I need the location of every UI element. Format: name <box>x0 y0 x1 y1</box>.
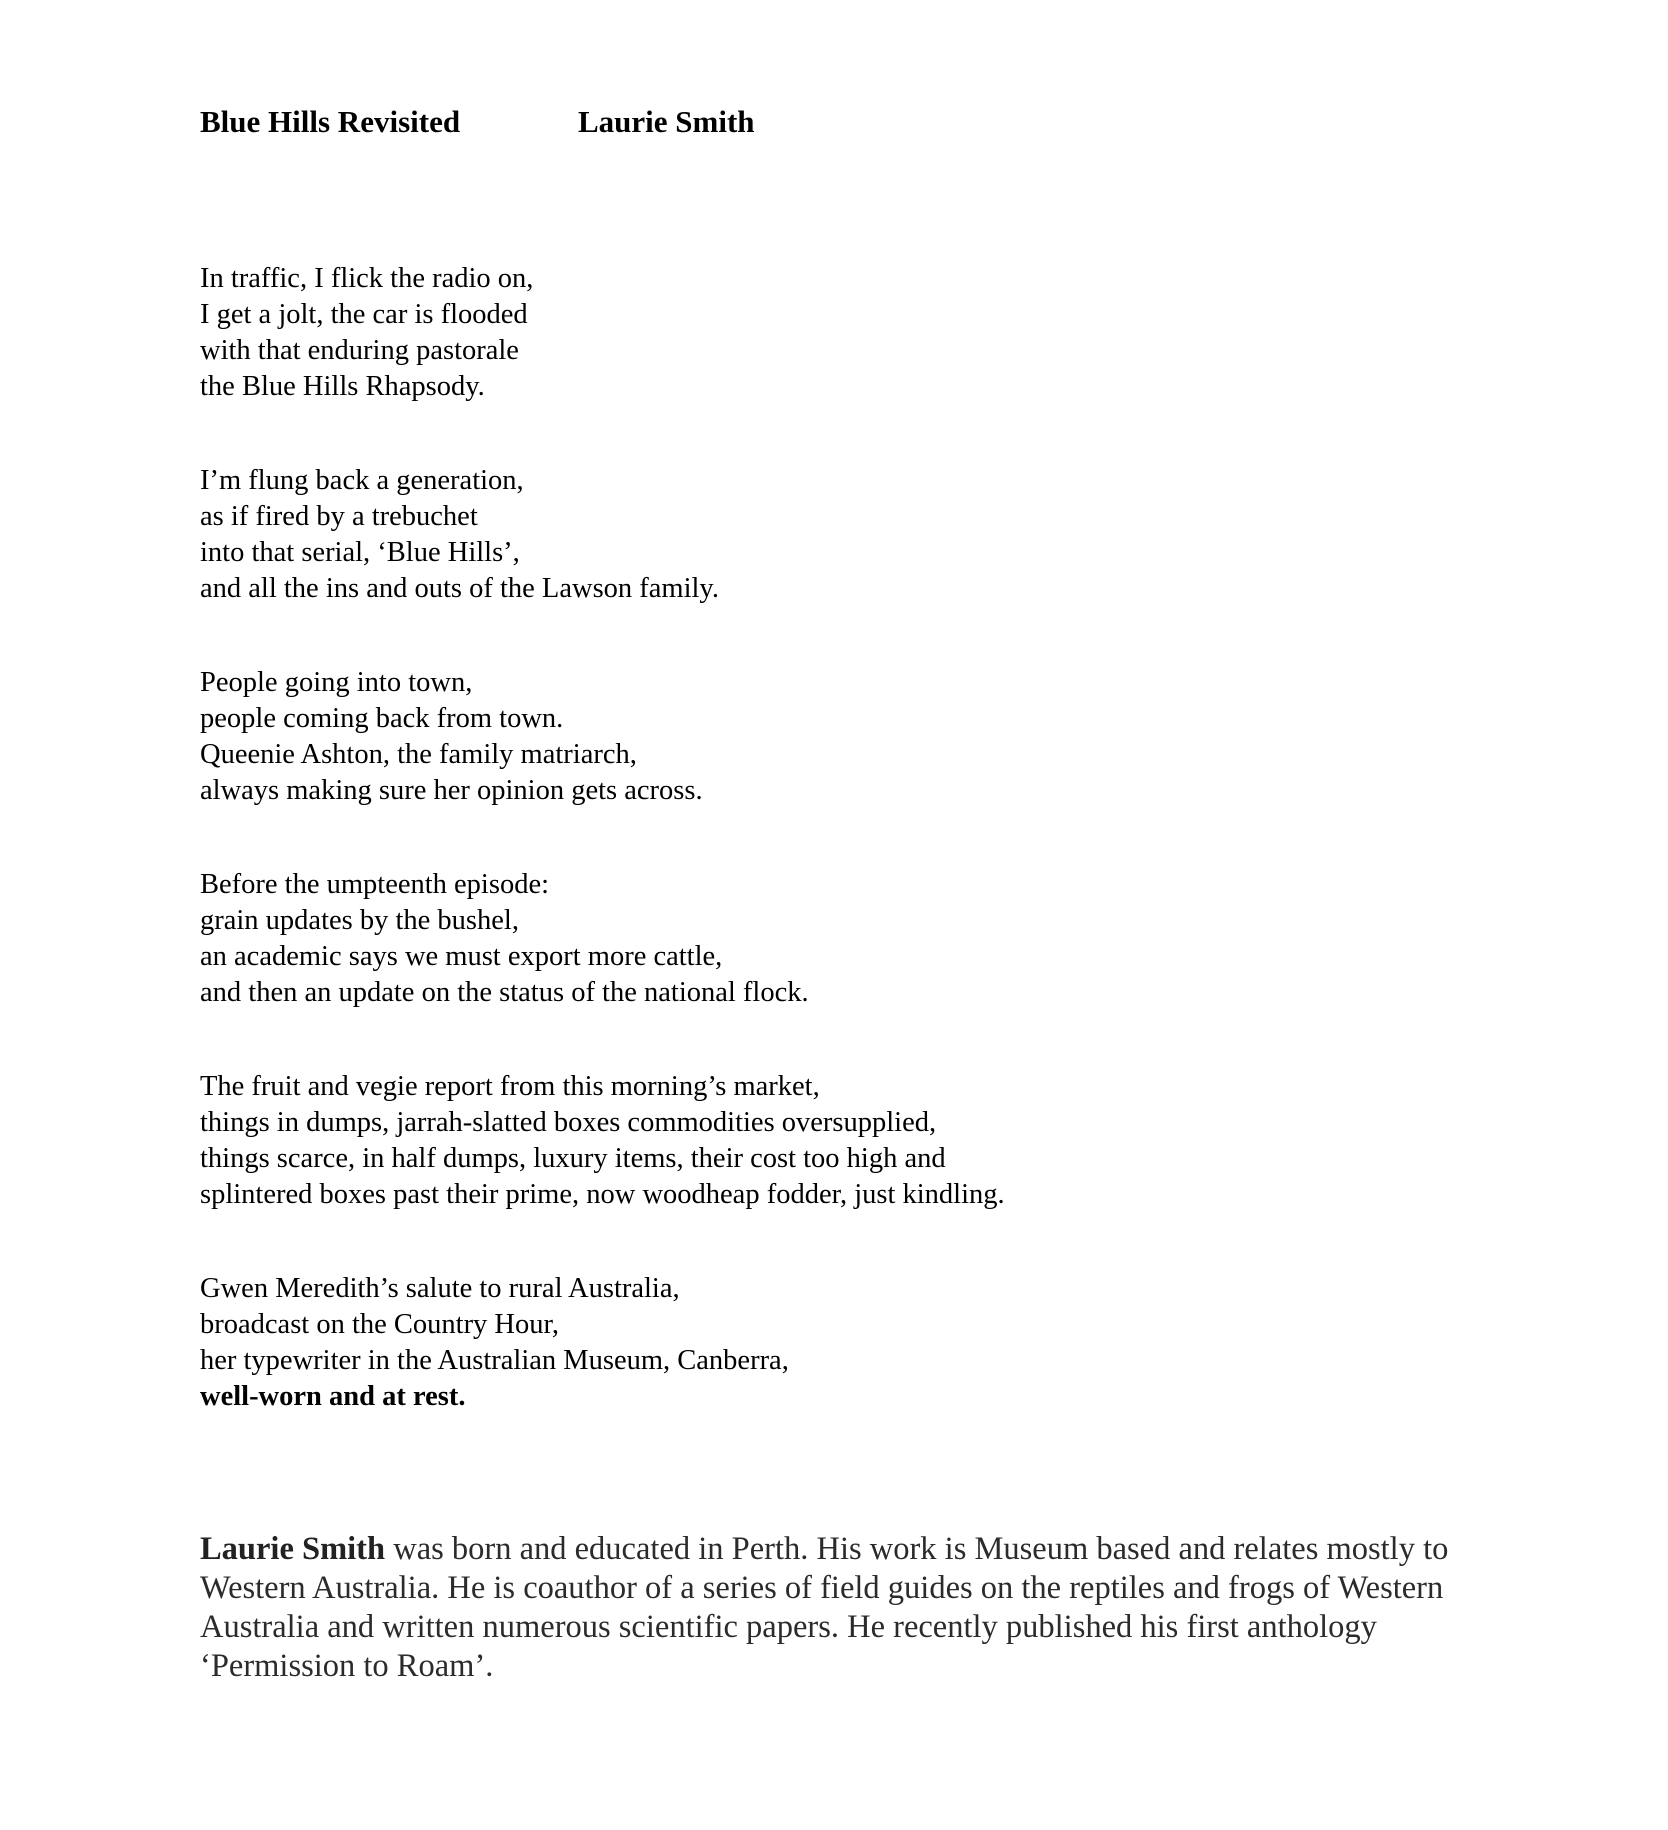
poem-line: her typewriter in the Australian Museum, Canberra, <box>200 1345 789 1376</box>
poem-line: broadcast on the Country Hour, <box>200 1309 559 1340</box>
poem-header <box>200 102 755 142</box>
poem-line: into that serial, ‘Blue Hills’, <box>200 537 520 568</box>
poem-body <box>200 261 1005 1473</box>
stanza-1 <box>200 261 1005 405</box>
poem-line: Before the umpteenth episode: <box>200 869 550 900</box>
poem-line: I’m flung back a generation, <box>200 465 524 496</box>
bio-text: was born and educated in Perth. His work is Museum based and relates mostly to Western Australia. He is coauthor of a series of field guides on the reptiles and frogs of Western Australia and written numerous scientific papers. He recently published his first anthology ‘Permission to Roam’. <box>200 1531 1449 1684</box>
poem-author: Laurie Smith <box>578 104 755 139</box>
poem-line: as if fired by a trebuchet <box>200 501 478 532</box>
poem-line: people coming back from town. <box>200 703 564 734</box>
poem-line-final: well-worn and at rest. <box>200 1381 466 1412</box>
poem-line: with that enduring pastorale <box>200 335 519 366</box>
poem-line: things in dumps, jarrah-slatted boxes commodities oversupplied, <box>200 1107 937 1138</box>
stanza-6 <box>200 1271 1005 1415</box>
poem-line: and all the ins and outs of the Lawson family. <box>200 573 719 604</box>
poem-line: Gwen Meredith’s salute to rural Australia, <box>200 1273 680 1304</box>
poem-line: always making sure her opinion gets across. <box>200 775 703 806</box>
poem-line: the Blue Hills Rhapsody. <box>200 371 485 402</box>
stanza-5 <box>200 1069 1005 1213</box>
stanza-3 <box>200 665 1005 809</box>
poem-line: and then an update on the status of the national flock. <box>200 977 809 1008</box>
poem-line: an academic says we must export more cattle, <box>200 941 723 972</box>
stanza-4 <box>200 867 1005 1011</box>
author-bio <box>200 1530 1490 1686</box>
poem-title: Blue Hills Revisited <box>200 104 461 139</box>
stanza-2 <box>200 463 1005 607</box>
poem-line: In traffic, I flick the radio on, <box>200 263 534 294</box>
poem-line: grain updates by the bushel, <box>200 905 519 936</box>
poem-line: Queenie Ashton, the family matriarch, <box>200 739 637 770</box>
bio-author-name: Laurie Smith <box>200 1531 386 1567</box>
poem-line: splintered boxes past their prime, now woodheap fodder, just kindling. <box>200 1179 1005 1210</box>
poem-line: The fruit and vegie report from this morning’s market, <box>200 1071 820 1102</box>
poem-line: People going into town, <box>200 667 473 698</box>
poem-line: I get a jolt, the car is flooded <box>200 299 528 330</box>
poem-line: things scarce, in half dumps, luxury items, their cost too high and <box>200 1143 946 1174</box>
